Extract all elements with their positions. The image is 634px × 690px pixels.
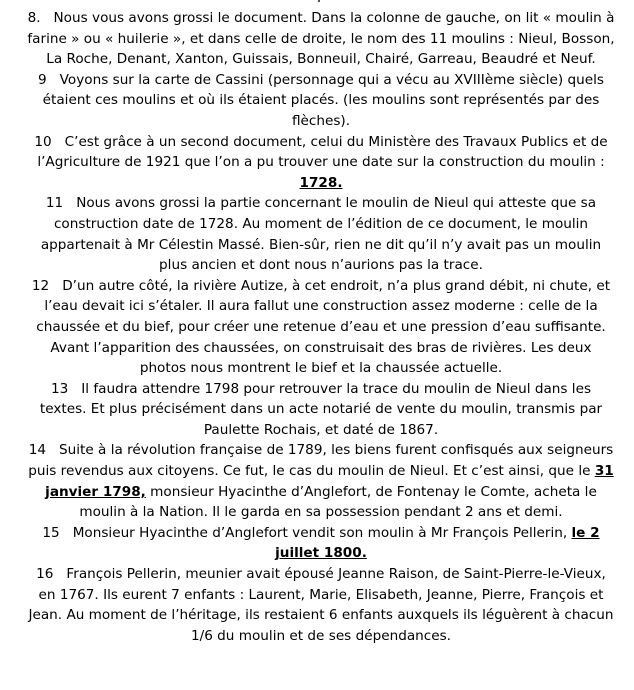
paragraph-12 (26, 276, 616, 379)
paragraph-text: Voyons sur la carte de Cassini (personnage qui a vécu au XVIIIème siècle) quels étaient ces moulins et où ils étaient placés. (les moulins sont représentés par des flèches). (42, 71, 604, 129)
paragraph-number: 15 (42, 524, 60, 541)
paragraph-9 (26, 70, 616, 132)
paragraph-11 (26, 193, 616, 275)
paragraph-16 (26, 564, 616, 646)
paragraph-text: François Pellerin, meunier avait épousé Jeanne Raison, de Saint-Pierre-le-Vieux, en 1767. Ils eurent 7 enfants : Laurent, Marie, Elisabeth, Jeanne, Pierre, François et Jean. Au moment de l’héritage, ils restaient 6 enfants auxquels ils léguèrent à chacun 1/6 du moulin et de ses dépendances. (28, 566, 614, 644)
paragraph-8 (26, 8, 616, 70)
paragraph-15 (26, 523, 616, 564)
scan-speck (318, 0, 320, 2)
paragraph-number: 10 (34, 133, 52, 150)
highlighted-date: 1728. (299, 174, 343, 191)
paragraph-13 (26, 379, 616, 441)
paragraph-text: Nous avons grossi la partie concernant le moulin de Nieul qui atteste que sa construction date de 1728. Au moment de l’édition de ce document, le moulin appartenait à Mr Célestin Massé. Bien-sûr, rien ne dit qu’il n’y avait pas un moulin plus ancien et dont nous n’aurions pas la trace. (40, 195, 602, 274)
paragraph-number: 14 (28, 442, 47, 459)
paragraph-text: D’un autre côté, la rivière Autize, à cet endroit, n’a plus grand débit, ni chute, et l’eau devait ici s’étaler. Il aura fallut une construction assez moderne : celle de la chaussée et du bief, pour créer une retenue d’eau et une pression d’eau suffisante. Avant l’apparition des chaussées, on construisait des bras de rivières. Les deux photos nous montrent le bief et la chaussée actuelle. (36, 277, 611, 377)
paragraph-number: 8. (27, 10, 41, 26)
paragraph-10 (26, 132, 616, 194)
highlighted-date: le 2 juillet 1800. (275, 524, 600, 562)
paragraph-text: C’est grâce à un second document, celui du Ministère des Travaux Publics et de l’Agriculture de 1921 que l’on a pu trouver une date sur la construction du moulin : (37, 133, 608, 171)
paragraph-number: 13 (50, 380, 69, 397)
paragraph-number: 11 (45, 195, 64, 212)
paragraph-number: 12 (31, 277, 50, 294)
paragraph-number: 16 (36, 566, 54, 583)
paragraph-text: Nous vous avons grossi le document. Dans la colonne de gauche, on lit « moulin à farine » ou « huilerie », et dans celle de droite, le nom des 11 moulins : Nieul, Bosson, La Roche, Denant, Xanton, Guissais, Bonneuil, Chairé, Garreau, Beaudré et Neuf. (27, 10, 615, 68)
paragraph-14 (26, 440, 616, 522)
paragraph-text-end: monsieur Hyacinthe d’Anglefort, de Fontenay le Comte, acheta le moulin à la Nation. Il le garda en sa possession pendant 2 ans et demi. (79, 483, 597, 521)
paragraph-number: 9 (38, 71, 47, 88)
highlighted-date: 31 janvier 1798, (45, 463, 614, 500)
paragraph-text: Suite à la révolution française de 1789, les biens furent confisqués aux seigneurs puis revendus aux citoyens. Ce fut, le cas du moulin de Nieul. Et c’est ainsi, que le (28, 442, 614, 480)
paragraph-text: Il faudra attendre 1798 pour retrouver la trace du moulin de Nieul dans les textes. Et plus précisément dans un acte notarié de vente du moulin, transmis par Paulette Rochais, et daté de 1867. (39, 380, 603, 438)
paragraph-text: Monsieur Hyacinthe d’Anglefort vendit son moulin à Mr François Pellerin, (72, 524, 572, 541)
